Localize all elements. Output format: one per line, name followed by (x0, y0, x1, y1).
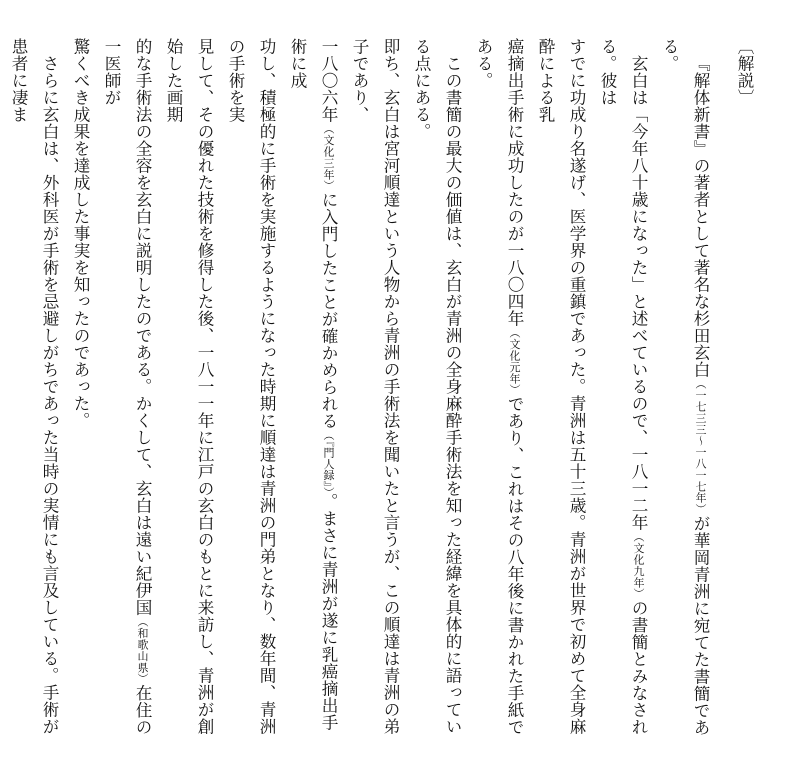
text-segment: が華岡青洲に宛てた書簡である。 (660, 38, 710, 736)
text-segment: 玄白は「今年八十歳になった」と述べているので、一八一二年 (629, 54, 648, 531)
text-column (344, 38, 406, 743)
commentary-text (0, 38, 760, 743)
text-segment: であり、これはその八年後に書かれた手紙である。 (474, 38, 524, 736)
text-segment: 驚くべき成果を達成した事実を知ったのであった。 (71, 38, 90, 429)
text-segment: この書簡の最大の価値は、玄白が青洲の全身麻酔手術法を知った経緯を具体的に語っている点にある。 (412, 38, 462, 735)
text-segment: 功し、積極的に手術を実施するようになった時期に順達は青洲の門弟となり、数年間、青洲の手術を実 (226, 38, 276, 735)
text-column (282, 38, 344, 743)
text-segment: 在住の一医師が (102, 38, 152, 736)
text-column (65, 38, 96, 743)
inline-note: （一七三三〜一八一七年） (694, 377, 707, 515)
text-segment: に入門したことが確かめられる (319, 191, 338, 430)
text-column (654, 38, 716, 743)
text-column (406, 38, 468, 743)
text-column (220, 38, 282, 743)
text-segment: 一八〇六年 (319, 38, 338, 123)
commentary-body (0, 38, 716, 743)
inline-note: （文化九年） (632, 530, 645, 599)
text-column (158, 38, 220, 743)
text-column (3, 38, 65, 743)
text-column (468, 38, 530, 743)
text-segment: 『解体新書』の著者として著名な杉田玄白 (691, 54, 710, 378)
inline-note: （『門人録』） (322, 429, 335, 493)
text-segment: 。まさに青洲が遂に乳癌摘出手術に成 (288, 38, 338, 731)
text-column (530, 38, 592, 743)
text-segment: さらに玄白は、外科医が手術を忌避しがちであった当時の実情にも言及している。手術が患者に凄ま (9, 38, 59, 735)
text-segment: 癌摘出手術に成功したのが一八〇四年 (505, 38, 524, 327)
text-segment: すでに功成り名遂げ、医学界の重鎮であった。青洲は五十三歳。青洲が世界で初めて全身麻酔による乳 (536, 38, 586, 735)
text-column (592, 38, 654, 743)
text-column (96, 38, 158, 743)
text-segment: 即ち、玄白は宮河順達という人物から青洲の手術法を聞いたと言うが、この順達は青洲の弟子であり、 (350, 38, 400, 735)
inline-note: （文化元年） (508, 327, 521, 396)
text-segment: 見して、その優れた技術を修得した後、一八一一年に江戸の玄白のもとに来訪し、青洲が創始した画期 (164, 38, 214, 735)
text-column (0, 38, 3, 743)
inline-note: （文化三年） (322, 123, 335, 192)
inline-note: （和歌山県） (136, 616, 149, 685)
text-segment: 的な手術法の全容を玄白に説明したのである。かくして、玄白は遠い紀伊国 (133, 38, 152, 616)
text-segment: の書簡とみなされる。彼は (598, 38, 648, 735)
commentary-heading: 〔解説〕 (735, 38, 754, 106)
